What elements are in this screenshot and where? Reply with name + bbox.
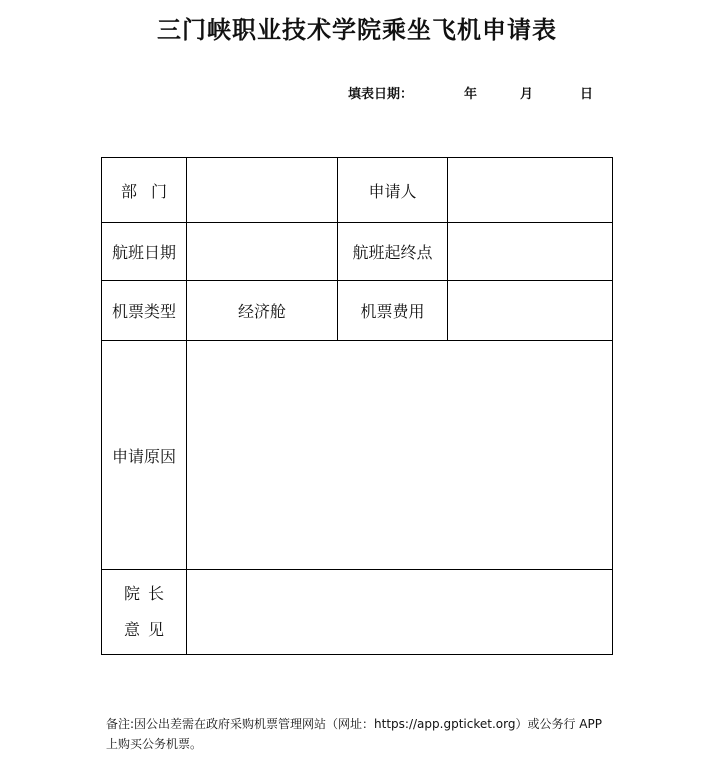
form-row-dean-opinion bbox=[102, 570, 613, 655]
flight-route-field[interactable] bbox=[448, 223, 613, 281]
flight-date-field[interactable] bbox=[187, 223, 338, 281]
footnote: 备注:因公出差需在政府采购机票管理网站（网址：https://app.gpticket.org）或公务行 APP 上购买公务机票。 bbox=[106, 717, 602, 751]
dean-opinion-field[interactable] bbox=[187, 570, 613, 655]
reason-label: 申请原因 bbox=[102, 341, 187, 570]
department-label: 部门 bbox=[102, 158, 187, 223]
department-field[interactable] bbox=[187, 158, 338, 223]
form-row-ticket bbox=[102, 281, 613, 341]
dean-opinion-label bbox=[102, 570, 187, 655]
ticket-cost-field[interactable] bbox=[448, 281, 613, 341]
ticket-type-label: 机票类型 bbox=[102, 281, 187, 341]
flight-route-label: 航班起终点 bbox=[338, 223, 448, 281]
applicant-field[interactable] bbox=[448, 158, 613, 223]
flight-date-label: 航班日期 bbox=[102, 223, 187, 281]
reason-field[interactable] bbox=[187, 341, 613, 570]
month-label: 月 bbox=[520, 87, 534, 102]
dean-label-line2: 意见 bbox=[123, 620, 172, 639]
applicant-label: 申请人 bbox=[338, 158, 448, 223]
dean-label-line1: 院长 bbox=[123, 584, 172, 603]
ticket-cost-label: 机票费用 bbox=[338, 281, 448, 341]
ticket-type-value: 经济舱 bbox=[187, 281, 338, 341]
day-label: 日 bbox=[580, 87, 594, 102]
form-row-reason bbox=[102, 341, 613, 570]
application-form-table bbox=[101, 157, 613, 655]
form-row-flight bbox=[102, 223, 613, 281]
form-row-department bbox=[102, 158, 613, 223]
year-label: 年 bbox=[464, 87, 478, 102]
page-title: 三门峡职业技术学院乘坐飞机申请表 bbox=[157, 16, 557, 44]
fill-date-label: 填表日期： bbox=[348, 87, 414, 102]
